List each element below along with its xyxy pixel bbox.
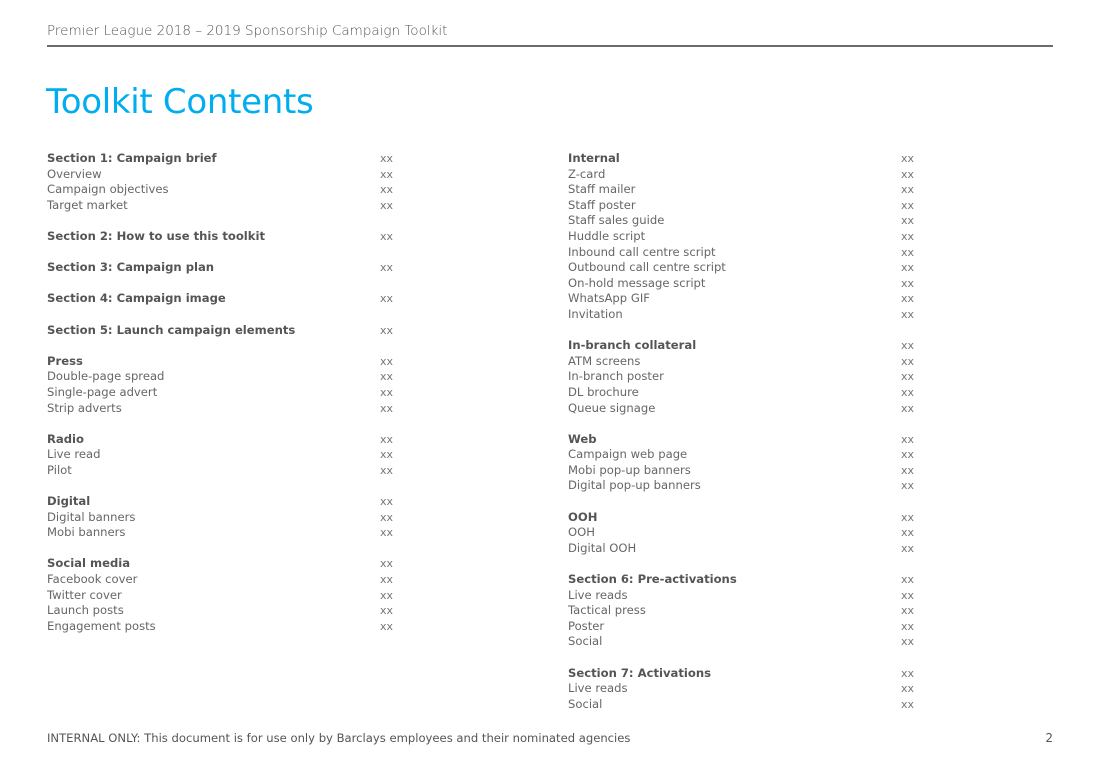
toc-entry-label: Z-card [568, 166, 606, 181]
toc-page-ref: xx [380, 167, 394, 181]
toc-entry[interactable] [568, 354, 918, 370]
contents-column-right [568, 151, 918, 728]
toc-entry-label: Twitter cover [47, 587, 122, 602]
toc-entry[interactable] [47, 182, 397, 198]
toc-group [47, 323, 397, 339]
header-divider [47, 45, 1053, 47]
toc-entry-label: Tactical press [568, 603, 646, 618]
page-number: 2 [1045, 731, 1053, 745]
toc-heading-label: Section 2: How to use this toolkit [47, 228, 265, 243]
toc-section-heading[interactable] [47, 556, 397, 572]
toc-entry[interactable] [568, 463, 918, 479]
toc-group [47, 260, 397, 276]
toc-group [568, 151, 918, 323]
toc-entry[interactable] [568, 634, 918, 650]
toc-entry[interactable] [47, 572, 397, 588]
toc-page-ref: xx [380, 526, 394, 540]
toc-entry-label: OOH [568, 525, 595, 540]
toc-page-ref: xx [380, 229, 394, 243]
toc-entry[interactable] [568, 619, 918, 635]
toc-page-ref: xx [380, 448, 394, 462]
toc-heading-label: Radio [47, 431, 84, 446]
toc-entry[interactable] [568, 541, 918, 557]
toc-heading-label: Section 6: Pre-activations [568, 572, 737, 587]
toc-section-heading[interactable] [568, 572, 918, 588]
toc-entry-label: Campaign web page [568, 447, 688, 462]
toc-group [47, 354, 397, 416]
toc-entry[interactable] [568, 245, 918, 261]
toc-group [568, 510, 918, 557]
toc-group [47, 291, 397, 307]
toc-section-heading[interactable] [47, 291, 397, 307]
toc-page-ref: xx [901, 292, 915, 306]
toc-page-ref: xx [901, 682, 915, 696]
toc-group [47, 229, 397, 245]
page-title: Toolkit Contents [46, 82, 314, 122]
toc-page-ref: xx [901, 401, 915, 415]
toc-page-ref: xx [901, 339, 915, 353]
toc-page-ref: xx [380, 619, 394, 633]
toc-entry-label: Single-page advert [47, 384, 158, 399]
toc-entry-label: Social [568, 696, 603, 711]
toc-entry[interactable] [47, 369, 397, 385]
toc-page-ref: xx [380, 604, 394, 618]
toc-page-ref: xx [901, 510, 915, 524]
toc-page-ref: xx [380, 198, 394, 212]
toc-page-ref: xx [380, 495, 394, 509]
toc-entry[interactable] [47, 401, 397, 417]
toc-heading-label: Section 1: Campaign brief [47, 151, 217, 165]
toc-entry[interactable] [47, 167, 397, 183]
toc-entry-label: Digital banners [47, 509, 136, 524]
toc-page-ref: xx [380, 323, 394, 337]
toc-entry-label: Campaign objectives [47, 182, 169, 197]
toc-entry-label: Double-page spread [47, 369, 165, 384]
toc-page-ref: xx [380, 463, 394, 477]
toc-entry-label: Facebook cover [47, 572, 138, 587]
toc-page-ref: xx [380, 385, 394, 399]
toc-page-ref: xx [901, 385, 915, 399]
toc-page-ref: xx [380, 370, 394, 384]
toc-page-ref: xx [380, 573, 394, 587]
toc-page-ref: xx [901, 167, 915, 181]
toc-entry-label: Target market [47, 197, 128, 212]
toc-group [47, 432, 397, 479]
toc-group [47, 556, 397, 634]
toc-entry[interactable] [47, 447, 397, 463]
toc-section-heading[interactable] [568, 510, 918, 526]
toc-entry[interactable] [47, 603, 397, 619]
toc-page-ref: xx [380, 401, 394, 415]
toc-section-heading[interactable] [47, 323, 397, 339]
toc-group [568, 338, 918, 416]
toc-entry[interactable] [568, 588, 918, 604]
toc-group [568, 572, 918, 650]
toc-entry-label: Inbound call centre script [568, 244, 716, 259]
toc-page-ref: xx [901, 697, 915, 711]
toc-section-heading[interactable] [47, 494, 397, 510]
toc-page-ref: xx [901, 354, 915, 368]
toc-page-ref: xx [380, 557, 394, 571]
toc-page-ref: xx [901, 635, 915, 649]
toc-entry[interactable] [47, 385, 397, 401]
toc-page-ref: xx [901, 448, 915, 462]
toc-heading-label: Section 7: Activations [568, 665, 711, 680]
toc-page-ref: xx [901, 261, 915, 275]
toc-section-heading[interactable] [568, 432, 918, 448]
toc-entry-label: Mobi pop-up banners [568, 462, 691, 477]
toc-page-ref: xx [380, 354, 394, 368]
toc-page-ref: xx [901, 479, 915, 493]
toc-entry[interactable] [568, 525, 918, 541]
toc-heading-label: Section 3: Campaign plan [47, 260, 215, 275]
toc-page-ref: xx [901, 432, 915, 446]
toc-entry[interactable] [568, 369, 918, 385]
toc-entry[interactable] [47, 525, 397, 541]
contents-column-left [47, 151, 397, 650]
toc-heading-label: OOH [568, 509, 598, 524]
toc-entry[interactable] [47, 619, 397, 635]
toc-section-heading[interactable] [47, 354, 397, 370]
toc-heading-label: Web [568, 431, 597, 446]
toc-page-ref: xx [380, 183, 394, 197]
toc-entry-label: Pilot [47, 462, 72, 477]
toc-entry[interactable] [568, 213, 918, 229]
toc-page-ref: xx [901, 307, 915, 321]
toc-entry[interactable] [568, 478, 918, 494]
toc-page-ref: xx [901, 526, 915, 540]
toc-section-heading[interactable] [568, 666, 918, 682]
toc-heading-label: Press [47, 353, 83, 368]
toc-entry-label: ATM screens [568, 353, 641, 368]
toc-heading-label: Internal [568, 151, 620, 165]
toc-page-ref: xx [901, 152, 915, 165]
toc-entry-label: DL brochure [568, 384, 639, 399]
toc-entry[interactable] [568, 198, 918, 214]
toc-section-heading[interactable] [47, 229, 397, 245]
toc-entry-label: Staff poster [568, 197, 636, 212]
toc-entry-label: Digital OOH [568, 540, 637, 555]
toc-page-ref: xx [901, 245, 915, 259]
toc-entry[interactable] [47, 463, 397, 479]
toc-entry[interactable] [47, 588, 397, 604]
toc-page-ref: xx [901, 214, 915, 228]
toc-entry[interactable] [568, 291, 918, 307]
toc-entry-label: Huddle script [568, 228, 646, 243]
toc-page-ref: xx [901, 370, 915, 384]
toc-section-heading[interactable] [47, 260, 397, 276]
toc-entry-label: Launch posts [47, 603, 124, 618]
toc-page-ref: xx [380, 152, 394, 165]
toc-entry-label: WhatsApp GIF [568, 291, 650, 306]
toc-group [568, 666, 918, 713]
toc-entry-label: Social [568, 634, 603, 649]
toc-heading-label: In-branch collateral [568, 338, 697, 353]
toc-entry-label: Queue signage [568, 400, 656, 415]
toc-entry-label: Strip adverts [47, 400, 122, 415]
toc-page-ref: xx [901, 588, 915, 602]
toc-heading-label: Digital [47, 494, 91, 509]
toc-group [47, 151, 397, 213]
toc-entry[interactable] [568, 260, 918, 276]
toc-section-heading[interactable] [47, 432, 397, 448]
toc-page-ref: xx [901, 619, 915, 633]
toc-entry[interactable] [568, 182, 918, 198]
toc-entry-label: Digital pop-up banners [568, 478, 701, 493]
toc-entry-label: Live reads [568, 587, 628, 602]
toc-page-ref: xx [901, 229, 915, 243]
toc-entry[interactable] [568, 681, 918, 697]
toc-group [568, 432, 918, 494]
toc-entry-label: In-branch poster [568, 369, 664, 384]
toc-page-ref: xx [901, 276, 915, 290]
toc-entry[interactable] [568, 401, 918, 417]
toc-entry[interactable] [47, 510, 397, 526]
toc-entry[interactable] [568, 447, 918, 463]
toc-page-ref: xx [380, 588, 394, 602]
toc-entry[interactable] [568, 385, 918, 401]
toc-page-ref: xx [380, 261, 394, 275]
toc-entry[interactable] [568, 276, 918, 292]
toc-page-ref: xx [901, 183, 915, 197]
toc-entry-label: Live reads [568, 681, 628, 696]
toc-page-ref: xx [901, 666, 915, 680]
toc-entry-label: Mobi banners [47, 525, 126, 540]
toc-entry[interactable] [568, 697, 918, 713]
toc-page-ref: xx [901, 573, 915, 587]
toc-heading-label: Section 4: Campaign image [47, 291, 226, 306]
toc-section-heading[interactable] [47, 151, 397, 167]
toc-group [47, 494, 397, 541]
toc-page-ref: xx [380, 432, 394, 446]
toc-entry-label: Live read [47, 447, 101, 462]
toc-page-ref: xx [901, 463, 915, 477]
toc-entry-label: Overview [47, 166, 102, 181]
toc-entry-label: Staff mailer [568, 182, 636, 197]
toc-page-ref: xx [380, 292, 394, 306]
footer-disclaimer: INTERNAL ONLY: This document is for use only by Barclays employees and their nominated agencies [47, 731, 631, 745]
toc-entry-label: Poster [568, 618, 605, 633]
toc-entry-label: Invitation [568, 306, 623, 321]
document-header: Premier League 2018 – 2019 Sponsorship Campaign Toolkit [47, 23, 448, 39]
toc-section-heading[interactable] [568, 151, 918, 167]
toc-page-ref: xx [380, 510, 394, 524]
toc-entry-label: Engagement posts [47, 618, 156, 633]
toc-heading-label: Section 5: Launch campaign elements [47, 322, 296, 337]
toc-page-ref: xx [901, 541, 915, 555]
toc-heading-label: Social media [47, 556, 131, 571]
toc-entry-label: Outbound call centre script [568, 260, 726, 275]
toc-page-ref: xx [901, 198, 915, 212]
toc-entry-label: On-hold message script [568, 275, 706, 290]
toc-entry[interactable] [47, 198, 397, 214]
toc-entry[interactable] [568, 603, 918, 619]
toc-entry[interactable] [568, 307, 918, 323]
toc-entry[interactable] [568, 167, 918, 183]
toc-section-heading[interactable] [568, 338, 918, 354]
toc-page-ref: xx [901, 604, 915, 618]
toc-entry-label: Staff sales guide [568, 213, 665, 228]
toc-entry[interactable] [568, 229, 918, 245]
